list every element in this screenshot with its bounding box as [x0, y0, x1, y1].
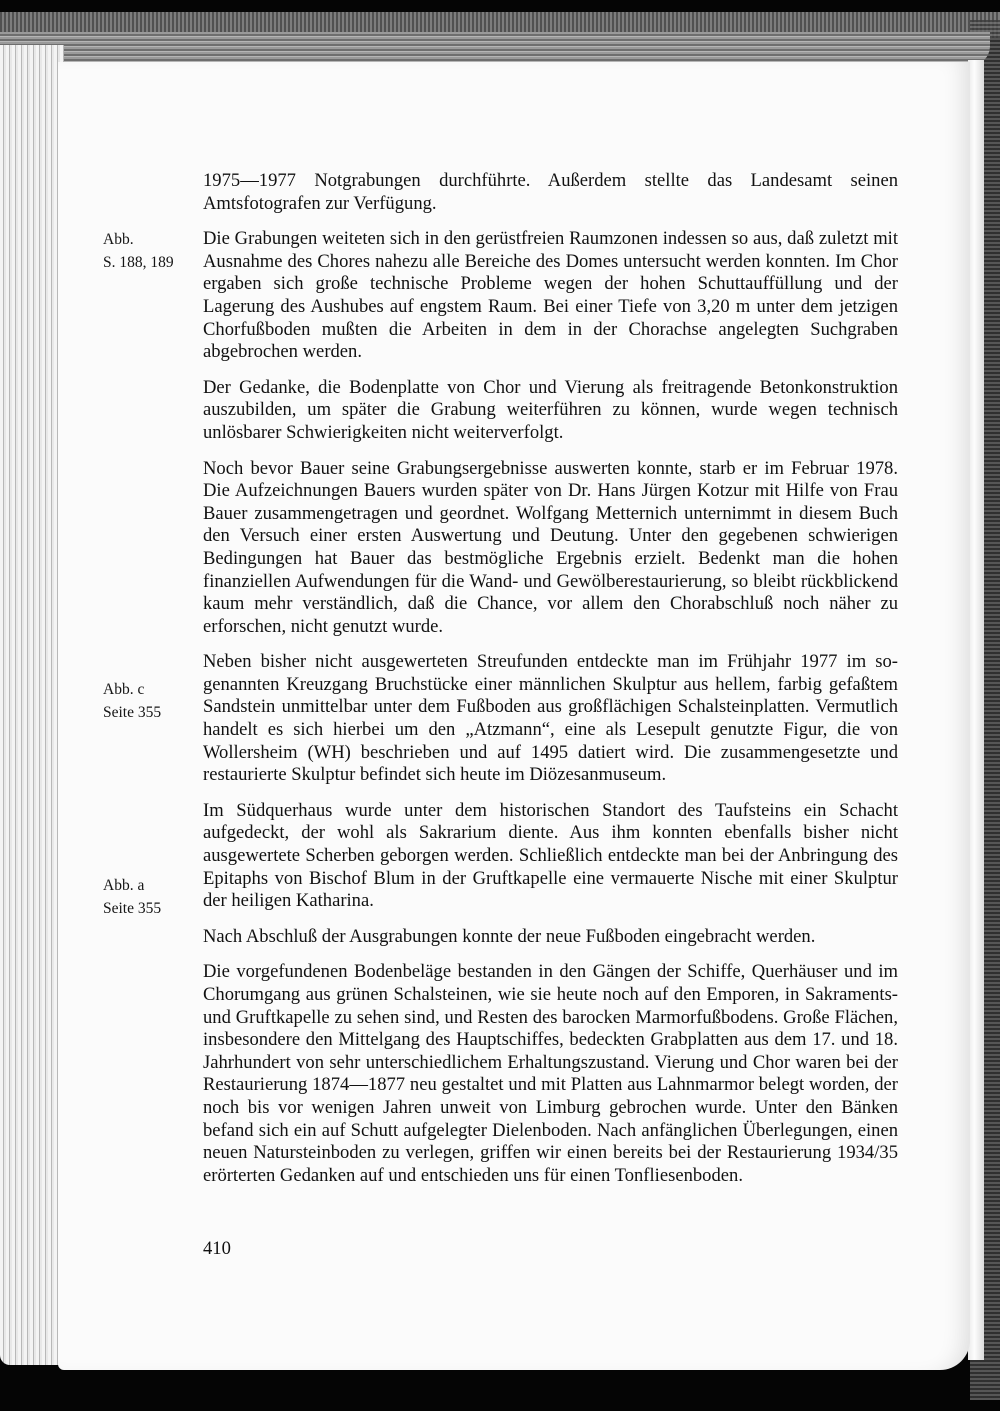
margin-note-abb-a — [103, 875, 198, 920]
margin-note-line: Abb. a — [103, 877, 145, 894]
page-stack-top-edge — [0, 32, 990, 66]
paragraph: 1975—1977 Notgrabungen durchführte. Außerdem stellte das Landesamt seinen Amtsfotografen zur Verfügung. — [203, 170, 898, 214]
margin-note-line: S. 188, 189 — [103, 253, 174, 271]
paragraph: Im Südquerhaus wurde unter dem historischen Standort des Taufsteins ein Schacht aufgedeckt, der wohl als Sakrarium diente. Aus ihm konnten ebenfalls bisher nicht ausgewertete Scherben geborgen werden. Schließlich entdeckte man bei der Anbringung des Epitaphs von Bischof Blum in der Gruftkapelle eine vermauerte Nische mit einer Skulptur der heiligen Katharina. — [203, 799, 898, 912]
page-number: 410 — [203, 1238, 231, 1259]
body-text — [203, 170, 898, 1199]
paragraph: Die Grabungen weiteten sich in den gerüstfreien Raumzonen indessen so aus, daß zuletzt mit Ausnahme des Chores nahezu alle Bereiche des Domes untersucht werden konnten. Im Chor ergaben sich große technische Probleme wegen der hohen Schuttauffüllung und der Lagerung des Aushubes auf engstem Raum. Bei einer Tiefe von 3,20 m unter dem jetzigen Chorfußboden mußten die Arbeiten in dem in der Chorachse angelegten Suchgraben abgebrochen werden. — [203, 228, 898, 363]
page-fold-right — [968, 60, 984, 1360]
margin-note-line: Abb. — [103, 231, 134, 248]
margin-note-line: Seite 355 — [103, 703, 162, 721]
paragraph: Der Gedanke, die Bodenplatte von Chor und Vierung als freitragende Betonkonstruktion auszubilden, um später die Grabung weiterführen zu können, wurde wegen technisch unlösbarer Schwierigkeiten nicht weiterverfolgt. — [203, 376, 898, 443]
page-stack-left-edge — [0, 45, 64, 1365]
paragraph: Die vorgefundenen Bodenbeläge bestanden in den Gängen der Schiffe, Querhäuser und im Chorumgang aus grünen Schalsteinen, wie sie heute noch auf den Emporen, in Sakraments- und Gruftkapelle zu sehen sind, und Resten des barocken Marmorfußbodens. Große Flächen, insbesondere den Mittelgang des Hauptschiffes, bedeckten Grabplatten aus dem 17. und 18. Jahrhundert von sehr unterschiedlichem Erhaltungszustand. Vierung und Chor waren bei der Restaurierung 1874—1877 neu gestaltet und mit Platten aus Lahnmarmor belegt worden, der noch bis vor wenigen Jahren unweit von Limburg gebrochen wurde. Unter den Bänken befand sich ein auf Schutt aufgelegter Dielenboden. Nach anfänglichen Überlegungen, einen neuen Natursteinboden zu verlegen, griffen wir einen bereits bei der Restaurierung 1934/35 erörterten Gedanken auf und entschieden uns für einen Tonfliesenboden. — [203, 961, 898, 1186]
paragraph: Noch bevor Bauer seine Grabungsergebnisse auswerten konnte, starb er im Februar 1978. Die Aufzeichnungen Bauers wurden später von Dr. Hans Jürgen Kotzur mit Hilfe von Frau Bauer zusammengetragen und geordnet. Wolfgang Metternich unternimmt in diesem Buch den Versuch einer ersten Auswertung und Deutung. Unter den gegebenen schwierigen Bedingungen hat Bauer das bestmögliche Ergebnis erzielt. Bedenkt man die hohen finanziellen Aufwendungen für die Wand- und Gewölberestaurierung, so bleibt rückblickend kaum mehr verständlich, daß die Chance, vor allem den Chorabschluß noch näher zu erforschen, nicht genutzt wurde. — [203, 457, 898, 637]
margin-note-abb-c — [103, 679, 198, 724]
paragraph: Nach Abschluß der Ausgrabungen konnte der neue Fußboden eingebracht werden. — [203, 925, 816, 947]
margin-note-line: Abb. c — [103, 681, 145, 698]
paragraph: Neben bisher nicht ausgewerteten Streufunden entdeckte man im Frühjahr 1977 im sogenannten Kreuzgang Bruchstücke einer männlichen Skulptur aus hellem, farbig gefaßtem Sandstein unmittelbar unter dem Fußboden aus großflächigen Schalsteinplatten. Vermutlich handelt es sich hierbei um den „Atzmann“, eine als Lesepult genutzte Figur, die von Wollersheim (WH) beschrieben und auf 1495 datiert wird. Die zusammengesetzte und restaurierte Skulptur befindet sich heute im Diözesanmuseum. — [203, 651, 898, 786]
margin-note-line: Seite 355 — [103, 899, 162, 917]
margin-note-abb-s188 — [103, 229, 198, 274]
